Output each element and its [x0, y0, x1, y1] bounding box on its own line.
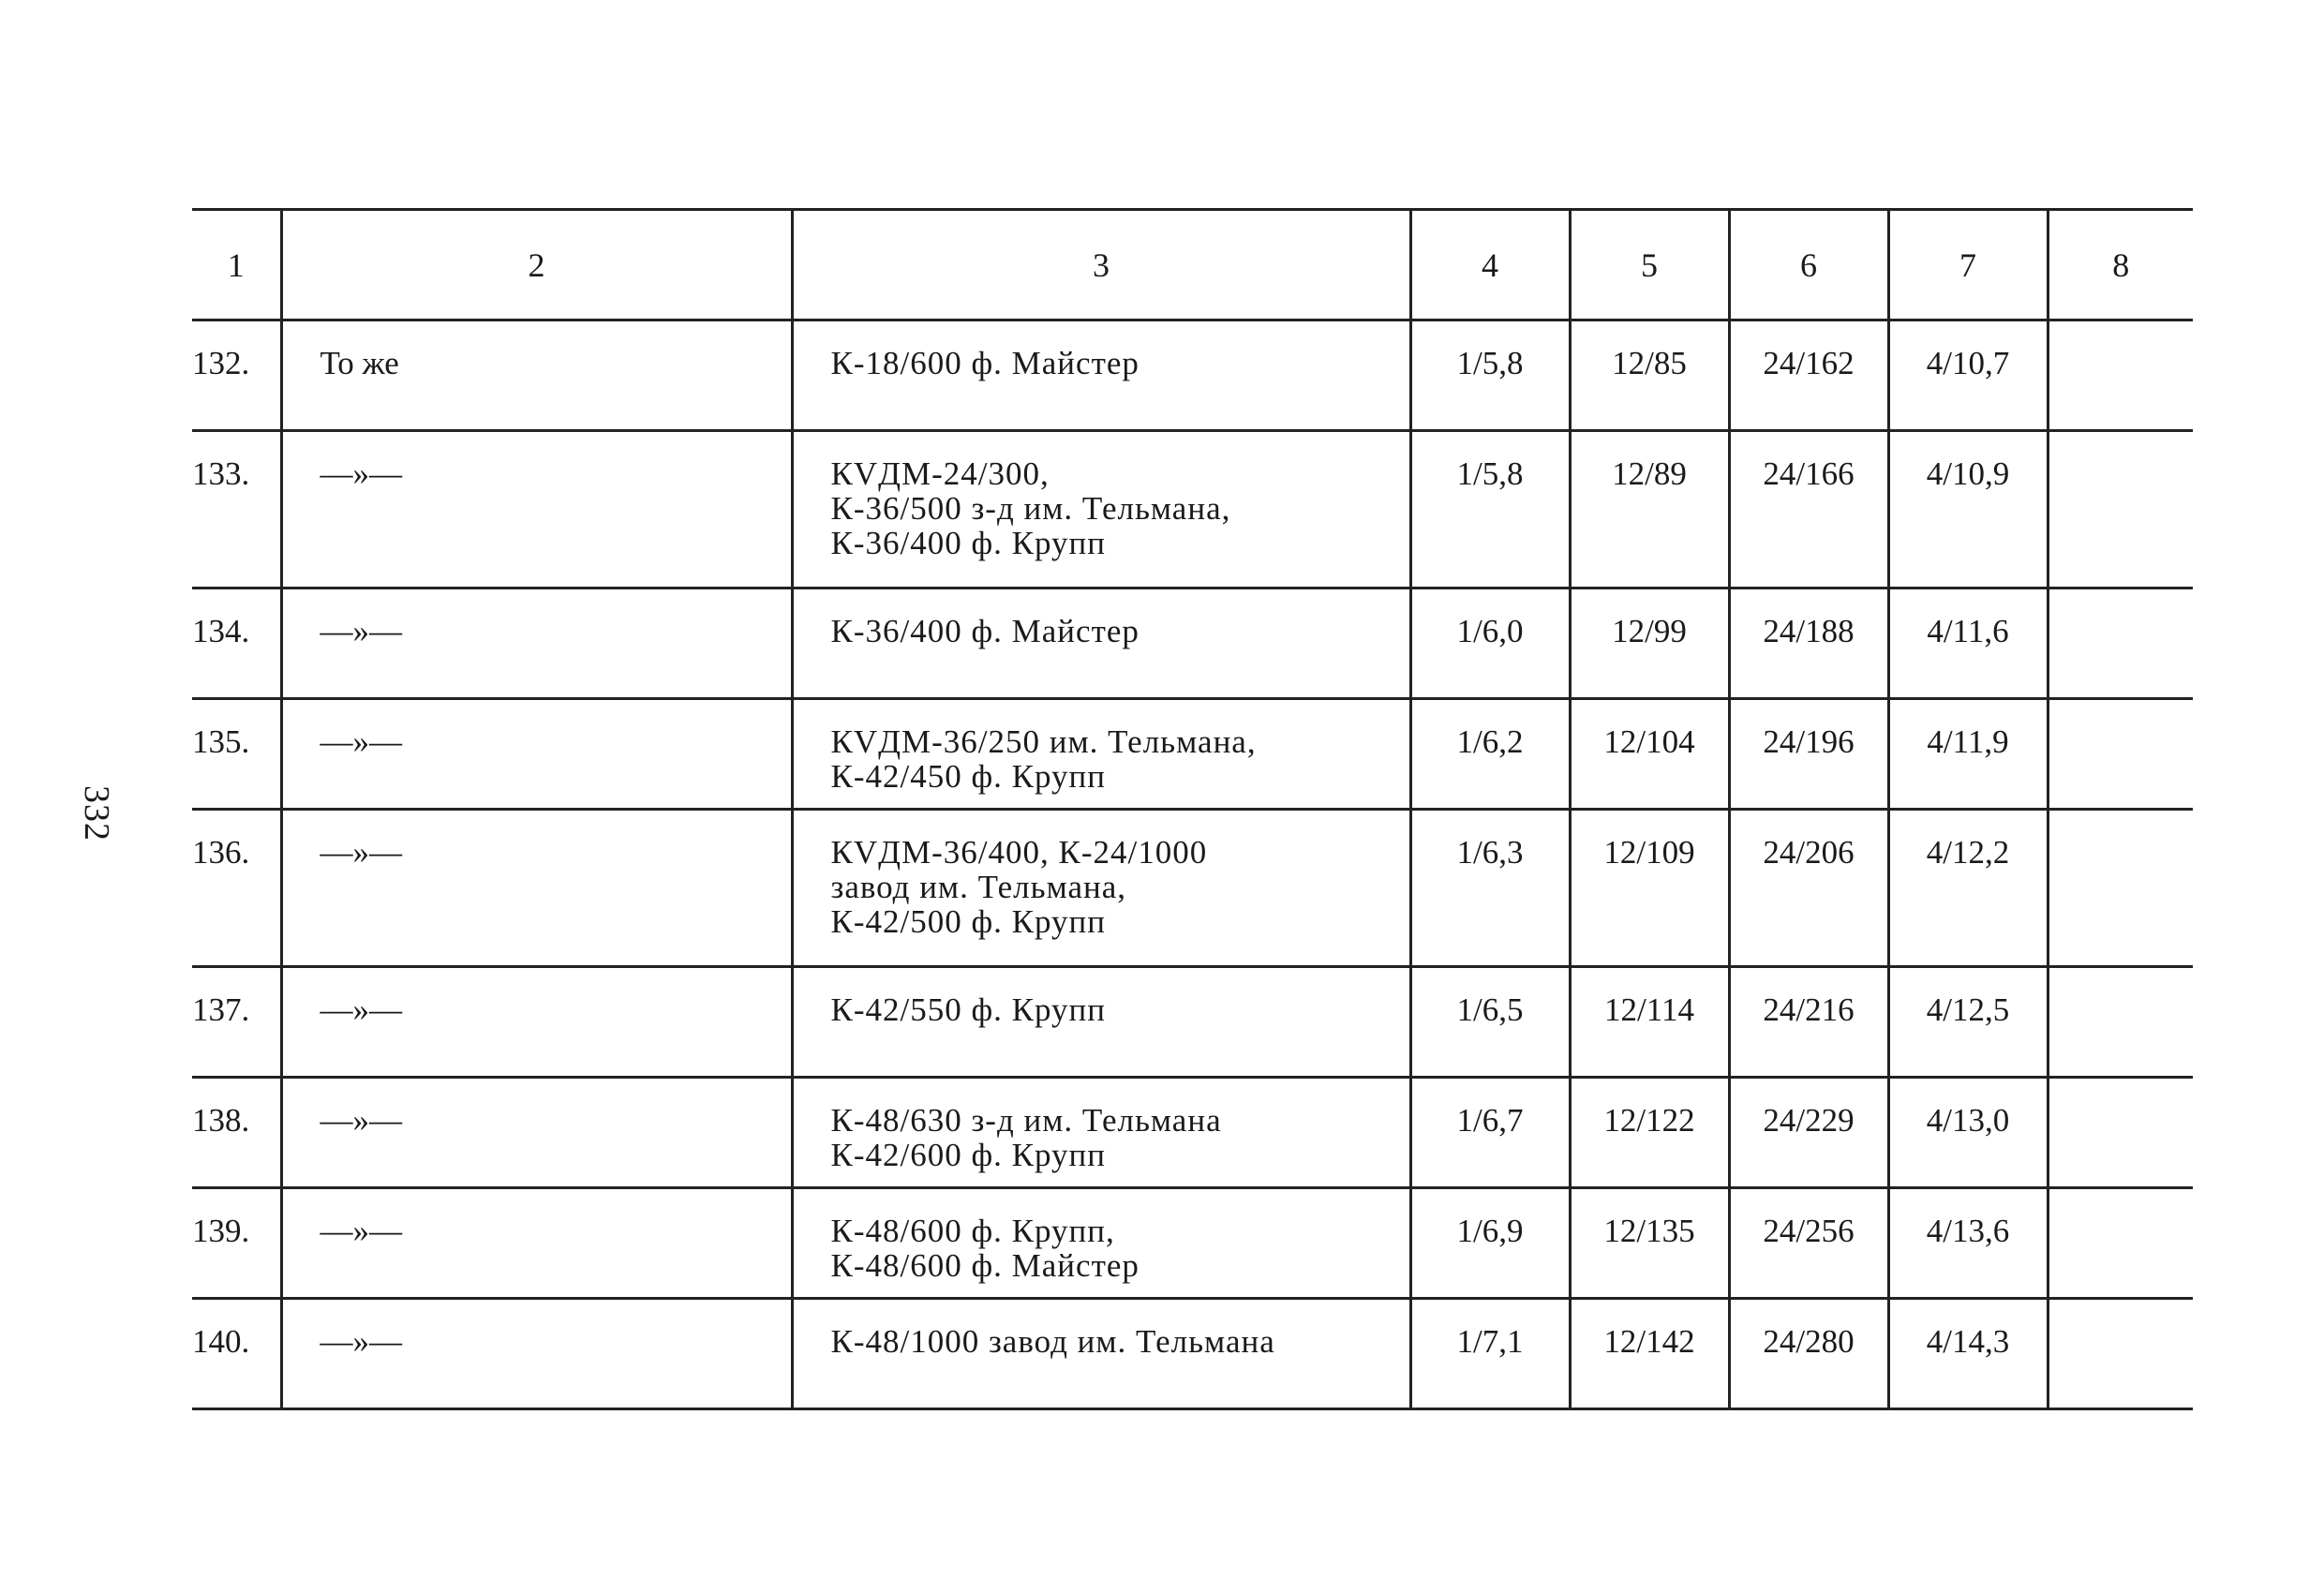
row-number-cell: 138.	[192, 1078, 281, 1188]
value-cell-c6: 24/206	[1729, 810, 1888, 967]
value-cell-c7: 4/10,7	[1888, 320, 2048, 431]
value-cell-c6: 24/196	[1729, 699, 1888, 810]
row-number-cell: 140.	[192, 1299, 281, 1409]
column-header: 1	[192, 210, 281, 320]
value-cell-c8	[2048, 967, 2193, 1078]
column-header: 4	[1410, 210, 1570, 320]
value-cell-c5: 12/104	[1570, 699, 1729, 810]
value-cell-c8	[2048, 699, 2193, 810]
value-cell-c5: 12/142	[1570, 1299, 1729, 1409]
row-description-cell	[792, 431, 1410, 588]
row-name-cell: —»—	[281, 1299, 792, 1409]
row-name-cell: —»—	[281, 1188, 792, 1299]
value-cell-c4: 1/6,5	[1410, 967, 1570, 1078]
value-cell-c5: 12/99	[1570, 588, 1729, 699]
value-cell-c7: 4/12,2	[1888, 810, 2048, 967]
value-cell-c4: 1/6,2	[1410, 699, 1570, 810]
description-line: К-42/500 ф. Крупп	[830, 903, 1106, 940]
table-header-row	[192, 210, 2193, 320]
value-cell-c5: 12/122	[1570, 1078, 1729, 1188]
value-cell-c7: 4/13,6	[1888, 1188, 2048, 1299]
table-row	[192, 1188, 2193, 1299]
value-cell-c6: 24/229	[1729, 1078, 1888, 1188]
row-description-cell	[792, 1299, 1410, 1409]
table-row	[192, 699, 2193, 810]
value-cell-c4: 1/5,8	[1410, 320, 1570, 431]
column-header: 3	[792, 210, 1410, 320]
row-description-cell	[792, 588, 1410, 699]
value-cell-c8	[2048, 588, 2193, 699]
row-number-cell: 135.	[192, 699, 281, 810]
row-name-cell: То же	[281, 320, 792, 431]
row-name-cell: —»—	[281, 967, 792, 1078]
value-cell-c7: 4/12,5	[1888, 967, 2048, 1078]
description-line: К-48/600 ф. Майстер	[830, 1247, 1140, 1284]
description-line: К-42/600 ф. Крупп	[830, 1137, 1106, 1173]
column-header: 6	[1729, 210, 1888, 320]
value-cell-c4: 1/6,0	[1410, 588, 1570, 699]
row-description-cell	[792, 699, 1410, 810]
table-row	[192, 1299, 2193, 1409]
value-cell-c4: 1/6,7	[1410, 1078, 1570, 1188]
description-line: КVДМ-36/250 им. Тельмана,	[830, 723, 1257, 760]
row-name-cell: —»—	[281, 588, 792, 699]
value-cell-c5: 12/109	[1570, 810, 1729, 967]
value-cell-c6: 24/162	[1729, 320, 1888, 431]
value-cell-c6: 24/280	[1729, 1299, 1888, 1409]
column-header: 2	[281, 210, 792, 320]
description-line: К-48/1000 завод им. Тельмана	[830, 1323, 1275, 1360]
description-line: К-48/600 ф. Крупп,	[830, 1213, 1115, 1249]
description-line: К-42/550 ф. Крупп	[830, 991, 1106, 1028]
row-name-cell: —»—	[281, 699, 792, 810]
row-name-cell: —»—	[281, 810, 792, 967]
row-number-cell: 136.	[192, 810, 281, 967]
value-cell-c7: 4/11,6	[1888, 588, 2048, 699]
table-row	[192, 320, 2193, 431]
value-cell-c5: 12/85	[1570, 320, 1729, 431]
column-header: 5	[1570, 210, 1729, 320]
value-cell-c8	[2048, 1299, 2193, 1409]
description-line: К-42/450 ф. Крупп	[830, 758, 1106, 795]
row-description-cell	[792, 967, 1410, 1078]
table-row	[192, 431, 2193, 588]
description-line: К-48/630 з-д им. Тельмана	[830, 1102, 1222, 1139]
value-cell-c5: 12/114	[1570, 967, 1729, 1078]
row-description-cell	[792, 810, 1410, 967]
table-row	[192, 1078, 2193, 1188]
table-row	[192, 588, 2193, 699]
description-line: К-36/400 ф. Майстер	[830, 613, 1140, 649]
column-header: 8	[2048, 210, 2193, 320]
row-description-cell	[792, 1188, 1410, 1299]
description-line: К-18/600 ф. Майстер	[830, 345, 1140, 381]
row-number-cell: 132.	[192, 320, 281, 431]
value-cell-c6: 24/216	[1729, 967, 1888, 1078]
column-header: 7	[1888, 210, 2048, 320]
row-number-cell: 133.	[192, 431, 281, 588]
row-description-cell	[792, 1078, 1410, 1188]
value-cell-c4: 1/6,3	[1410, 810, 1570, 967]
table-body	[192, 320, 2193, 1409]
row-number-cell: 134.	[192, 588, 281, 699]
row-number-cell: 139.	[192, 1188, 281, 1299]
value-cell-c5: 12/135	[1570, 1188, 1729, 1299]
value-cell-c6: 24/188	[1729, 588, 1888, 699]
value-cell-c7: 4/10,9	[1888, 431, 2048, 588]
table-row	[192, 810, 2193, 967]
value-cell-c6: 24/166	[1729, 431, 1888, 588]
table-row	[192, 967, 2193, 1078]
value-cell-c6: 24/256	[1729, 1188, 1888, 1299]
value-cell-c7: 4/14,3	[1888, 1299, 2048, 1409]
description-line: КVДМ-24/300,	[830, 455, 1050, 492]
value-cell-c8	[2048, 1188, 2193, 1299]
value-cell-c4: 1/7,1	[1410, 1299, 1570, 1409]
value-cell-c5: 12/89	[1570, 431, 1729, 588]
row-name-cell: —»—	[281, 431, 792, 588]
value-cell-c8	[2048, 320, 2193, 431]
value-cell-c4: 1/6,9	[1410, 1188, 1570, 1299]
value-cell-c8	[2048, 431, 2193, 588]
description-line: КVДМ-36/400, К-24/1000	[830, 834, 1208, 871]
value-cell-c7: 4/13,0	[1888, 1078, 2048, 1188]
value-cell-c4: 1/5,8	[1410, 431, 1570, 588]
row-description-cell	[792, 320, 1410, 431]
data-table	[192, 208, 2193, 1410]
value-cell-c8	[2048, 1078, 2193, 1188]
description-line: К-36/500 з-д им. Тельмана,	[830, 490, 1231, 527]
data-table-container	[192, 208, 2193, 1410]
description-line: завод им. Тельмана,	[830, 869, 1127, 905]
description-line: К-36/400 ф. Крупп	[830, 525, 1106, 561]
page-number: 332	[77, 785, 116, 842]
value-cell-c7: 4/11,9	[1888, 699, 2048, 810]
value-cell-c8	[2048, 810, 2193, 967]
row-number-cell: 137.	[192, 967, 281, 1078]
row-name-cell: —»—	[281, 1078, 792, 1188]
